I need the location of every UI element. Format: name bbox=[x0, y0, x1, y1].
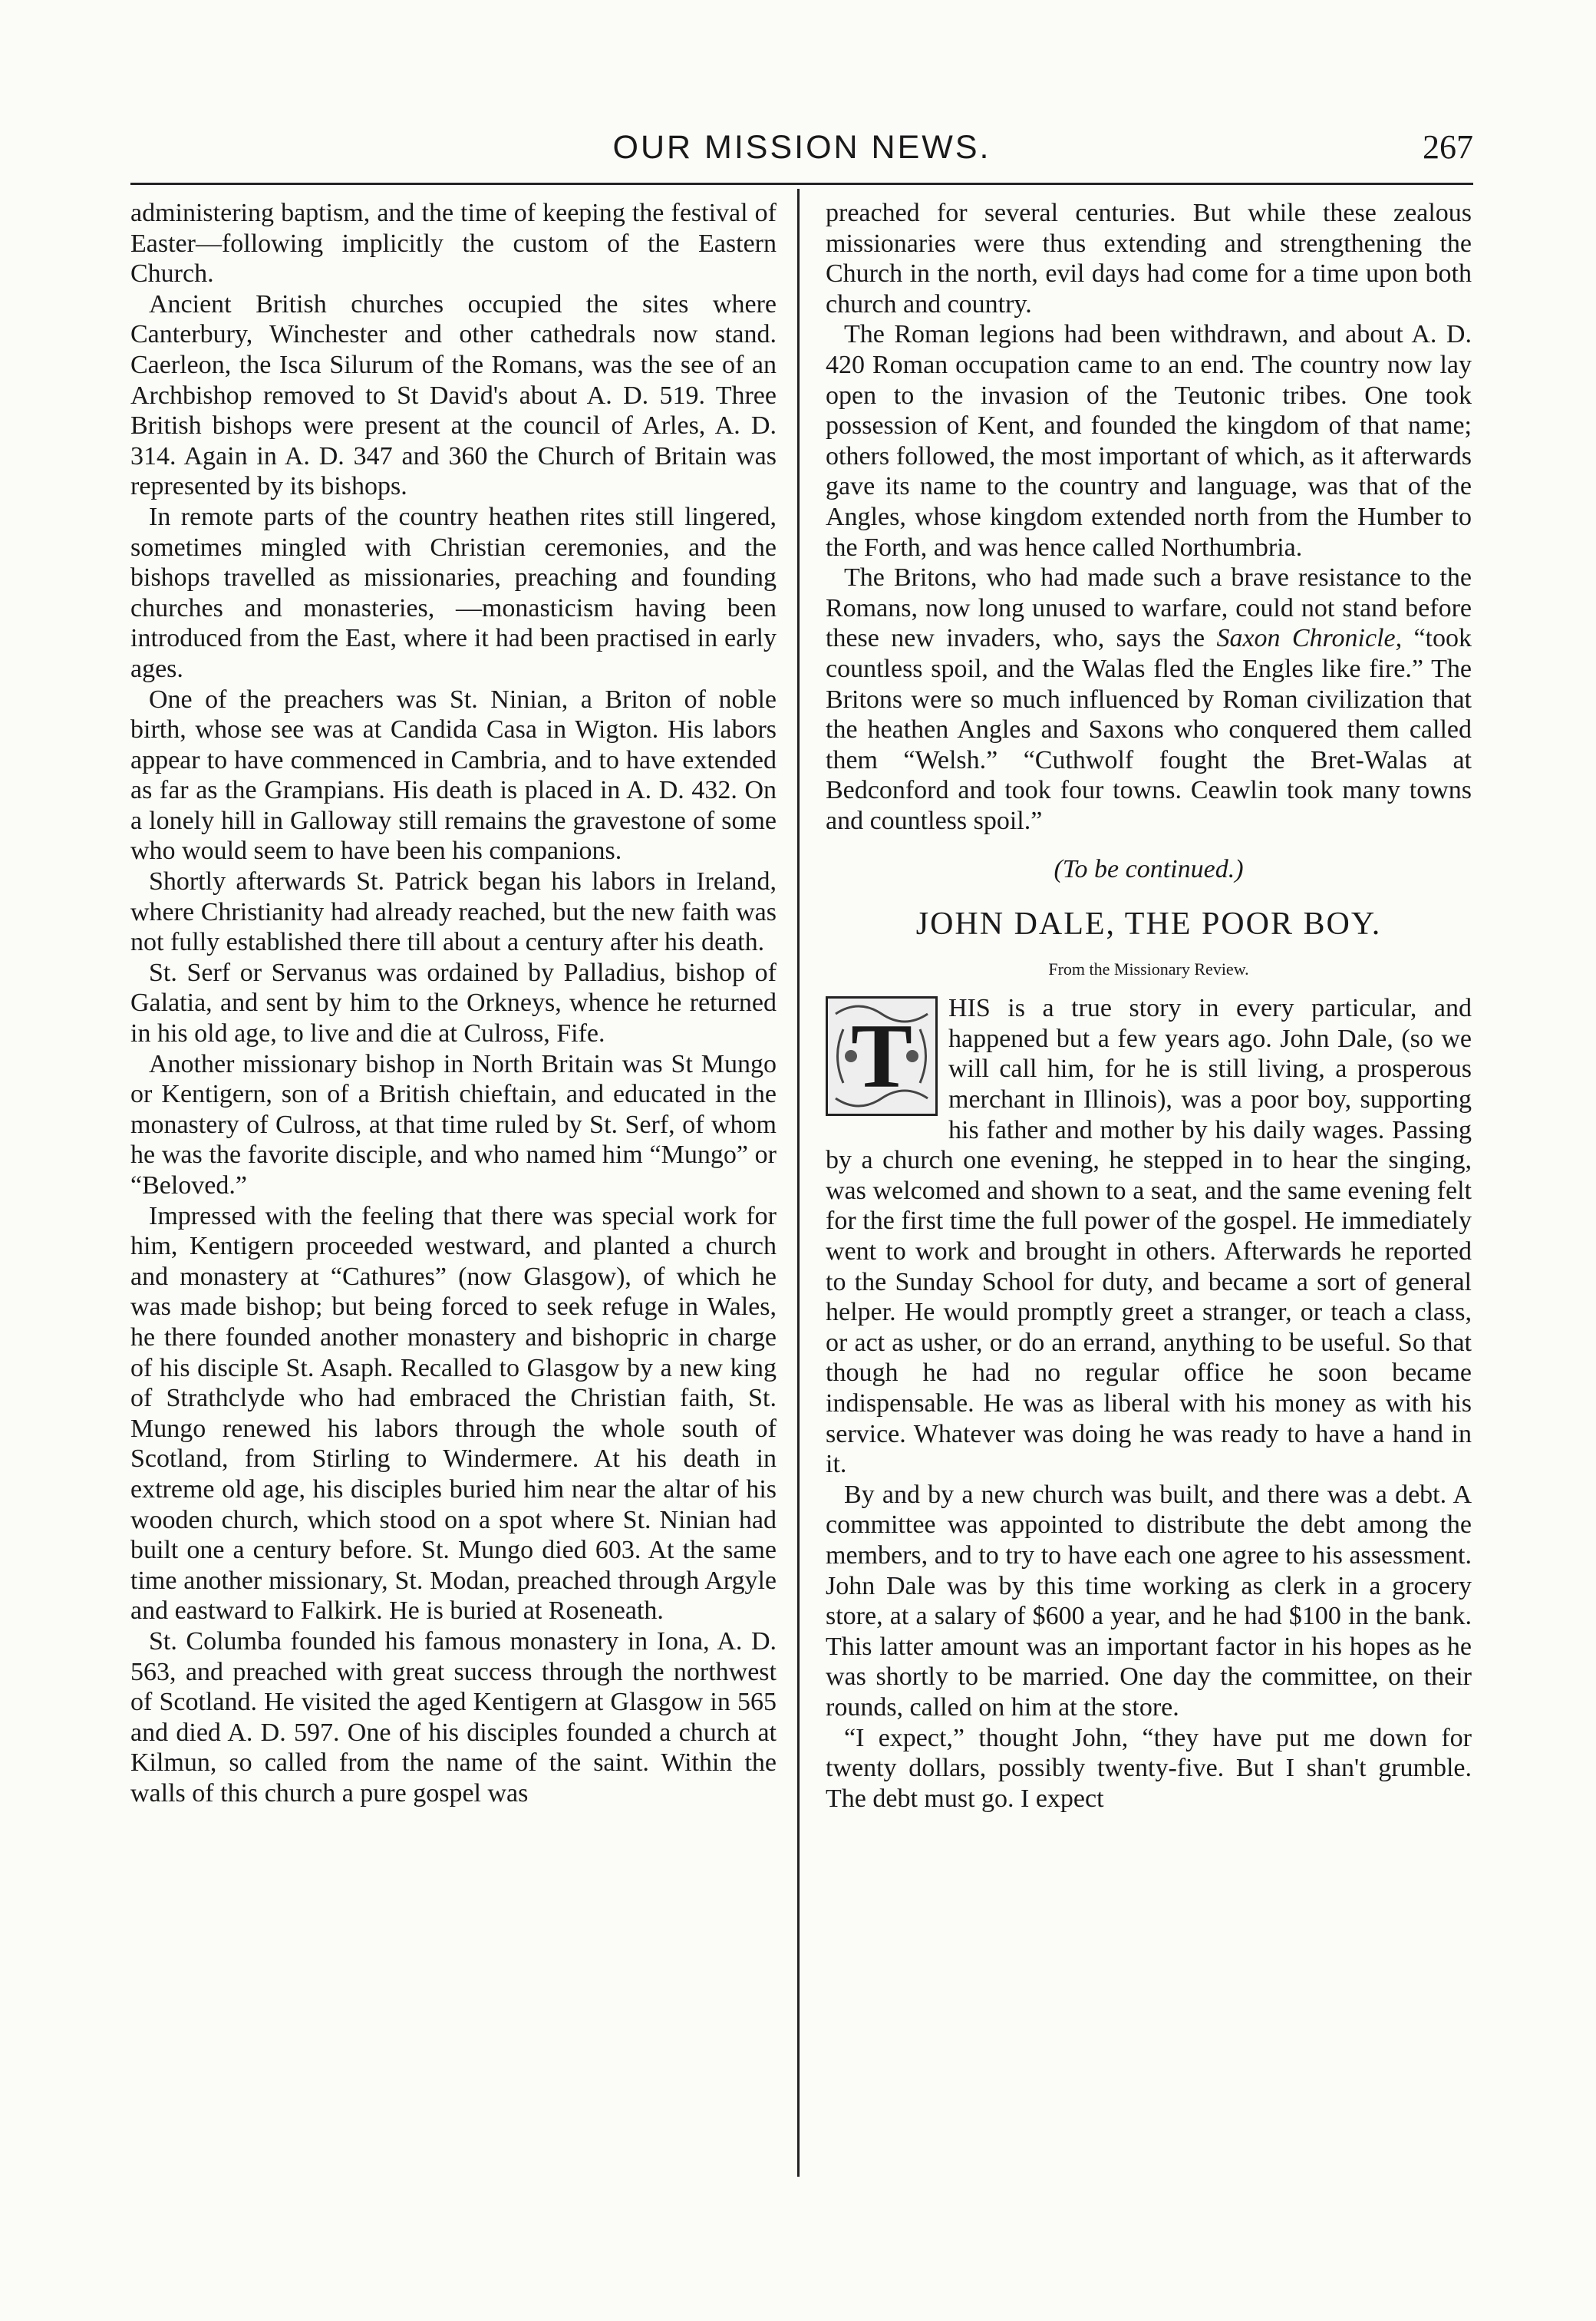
paragraph: Impressed with the feeling that there was special work for him, Kentigern proceeded westward, and planted a church and monastery at “Cathures” (now Glasgow), of which he was made bishop; but being forced to seek refuge in Wales, he there founded another monastery and bishopric in charge of his disciple St. Asaph. Recalled to Glasgow by a new king of Strathclyde who had embraced the Christian faith, St. Mungo renewed his labors through the whole south of Scotland, from Stirling to Windermere. At his death in extreme old age, his disciples buried him near the altar of his wooden church, which stood on a spot where St. Ninian had built one a century before. St. Mungo died 603. At the same time another missionary, St. Modan, preached through Argyle and eastward to Falkirk. He is buried at Roseneath. bbox=[130, 1201, 777, 1626]
continued-note: (To be continued.) bbox=[1054, 855, 1244, 884]
paragraph: Ancient British churches occupied the sites where Canterbury, Winchester and other cathedrals now stand. Caerleon, the Isca Silurum of the Romans, was the see of an Archbishop removed to St David's about A. D. 519. Three British bishops were present at the council of Arles, A. D. 314. Again in A. D. 347 and 360 the Church of Britain was represented by its bishops. bbox=[130, 289, 777, 501]
drop-cap-letter: T bbox=[850, 1005, 913, 1108]
page-header bbox=[130, 115, 1473, 177]
paragraph: administering baptism, and the time of keeping the festival of Easter—following implicitly the custom of the Eastern Church. bbox=[130, 199, 777, 289]
paragraph: By and by a new church was built, and there was a debt. A committee was appointed to distribute the debt among the members, and to try to have each one agree to his assessment. John Dale was by this time working as clerk in a grocery store, at a salary of $600 a year, and he had $100 in the bank. This latter amount was an important factor in his hopes as he was shortly to be married. One day the committee, on their rounds, called on him at the store. bbox=[826, 1480, 1472, 1722]
paragraph: In remote parts of the country heathen rites still lingered, sometimes mingled with Christian ceremonies, and the bishops travelled as missionaries, preaching and founding churches and monasteries, —monasticism having been introduced from the East, where it had been practised in early ages. bbox=[130, 502, 777, 683]
drop-cap bbox=[826, 996, 938, 1116]
paragraph: One of the preachers was St. Ninian, a Briton of noble birth, whose see was at Candida Casa in Wigton. His labors appear to have commenced in Cambria, and to have extended as far as the Grampians. His death is placed in A. D. 432. On a lonely hill in Galloway still remains the gravestone of some who would seem to have been his companions. bbox=[130, 685, 777, 866]
right-column bbox=[826, 198, 1472, 1814]
paragraph-britons bbox=[826, 563, 1472, 836]
header-rule bbox=[130, 183, 1473, 185]
text-run: The Britons, who had made such a brave resistance to the Romans, now long unused to warfare, could not stand before these new invaders, who, says the bbox=[826, 563, 1472, 653]
column-rule bbox=[797, 189, 800, 2177]
paragraph: Another missionary bishop in North Britain was St Mungo or Kentigern, son of a British chieftain, and educated in the monastery of Culross, at that time ruled by St. Serf, of whom he was the favorite disciple, and who named him “Mungo” or “Beloved.” bbox=[130, 1049, 777, 1200]
text-run: “took countless spoil, and the Walas fled the Engles like fire.” The Britons were so much influenced by Roman civilization that the heathen Angles and Saxons who conquered them called them “Welsh.” “Cuthwolf fought the Bret-Walas at Bedconford and took four towns. Ceawlin took many towns and countless spoil.” bbox=[826, 624, 1472, 835]
running-title: OUR MISSION NEWS. bbox=[612, 129, 991, 166]
page-number: 267 bbox=[1423, 128, 1473, 166]
italic-run: Saxon Chronicle, bbox=[1216, 624, 1403, 653]
article-source: From the Missionary Review. bbox=[1048, 959, 1249, 979]
paragraph: preached for several centuries. But while these zealous missionaries were thus extending and strengthening the Church in the north, evil days had come for a time upon both church and country. bbox=[826, 199, 1472, 319]
left-column bbox=[130, 198, 777, 1808]
paragraph: The Roman legions had been withdrawn, and about A. D. 420 Roman occupation came to an end. The country now lay open to the invasion of the Teutonic tribes. One took possession of Kent, and founded the kingdom of that name; others followed, the most important of which, as it afterwards gave its name to the country and language, was that of the Angles, whose kingdom extended north from the Humber to the Forth, and was hence called Northumbria. bbox=[826, 320, 1472, 562]
paragraph: Shortly afterwards St. Patrick began his labors in Ireland, where Christianity had already reached, but the new faith was not fully established there till about a century after his death. bbox=[130, 867, 777, 957]
article-title: JOHN DALE, THE POOR BOY. bbox=[915, 906, 1382, 943]
paragraph: St. Serf or Servanus was ordained by Palladius, bishop of Galatia, and sent by him to the Orkneys, whence he returned in his old age, to live and die at Culross, Fife. bbox=[130, 958, 777, 1048]
paragraph: St. Columba founded his famous monastery in Iona, A. D. 563, and preached with great success through the northwest of Scotland. He visited the aged Kentigern at Glasgow in 565 and died A. D. 597. One of his disciples founded a church at Kilmun, so called from the name of the saint. Within the walls of this church a pure gospel was bbox=[130, 1626, 777, 1808]
text-run: HIS is a true story in every particular, and happened but a few years ago. John Dale, (so we will call him, for he is still living, a prosperous merchant in Illinois), was a poor boy, supporting his father and mother by his daily wages. Passing by a church one evening, he stepped in to hear the singing, was welcomed and shown to a seat, and the same evening felt for the first time the full power of the gospel. He immediately went to work and brought in others. Afterwards he reported to the Sunday School for duty, and became a sort of general helper. He would promptly greet a stranger, or teach a class, or act as usher, or do an errand, anything to be useful. So that though he had no regular office he soon became indispensable. He was as liberal with his money as with his service. Whatever was doing he was ready to have a hand in it. bbox=[826, 994, 1472, 1479]
paragraph: “I expect,” thought John, “they have put me down for twenty dollars, possibly twenty-five. But I shan't grumble. The debt must go. I expect bbox=[826, 1723, 1472, 1813]
article-first-paragraph bbox=[826, 993, 1472, 1480]
